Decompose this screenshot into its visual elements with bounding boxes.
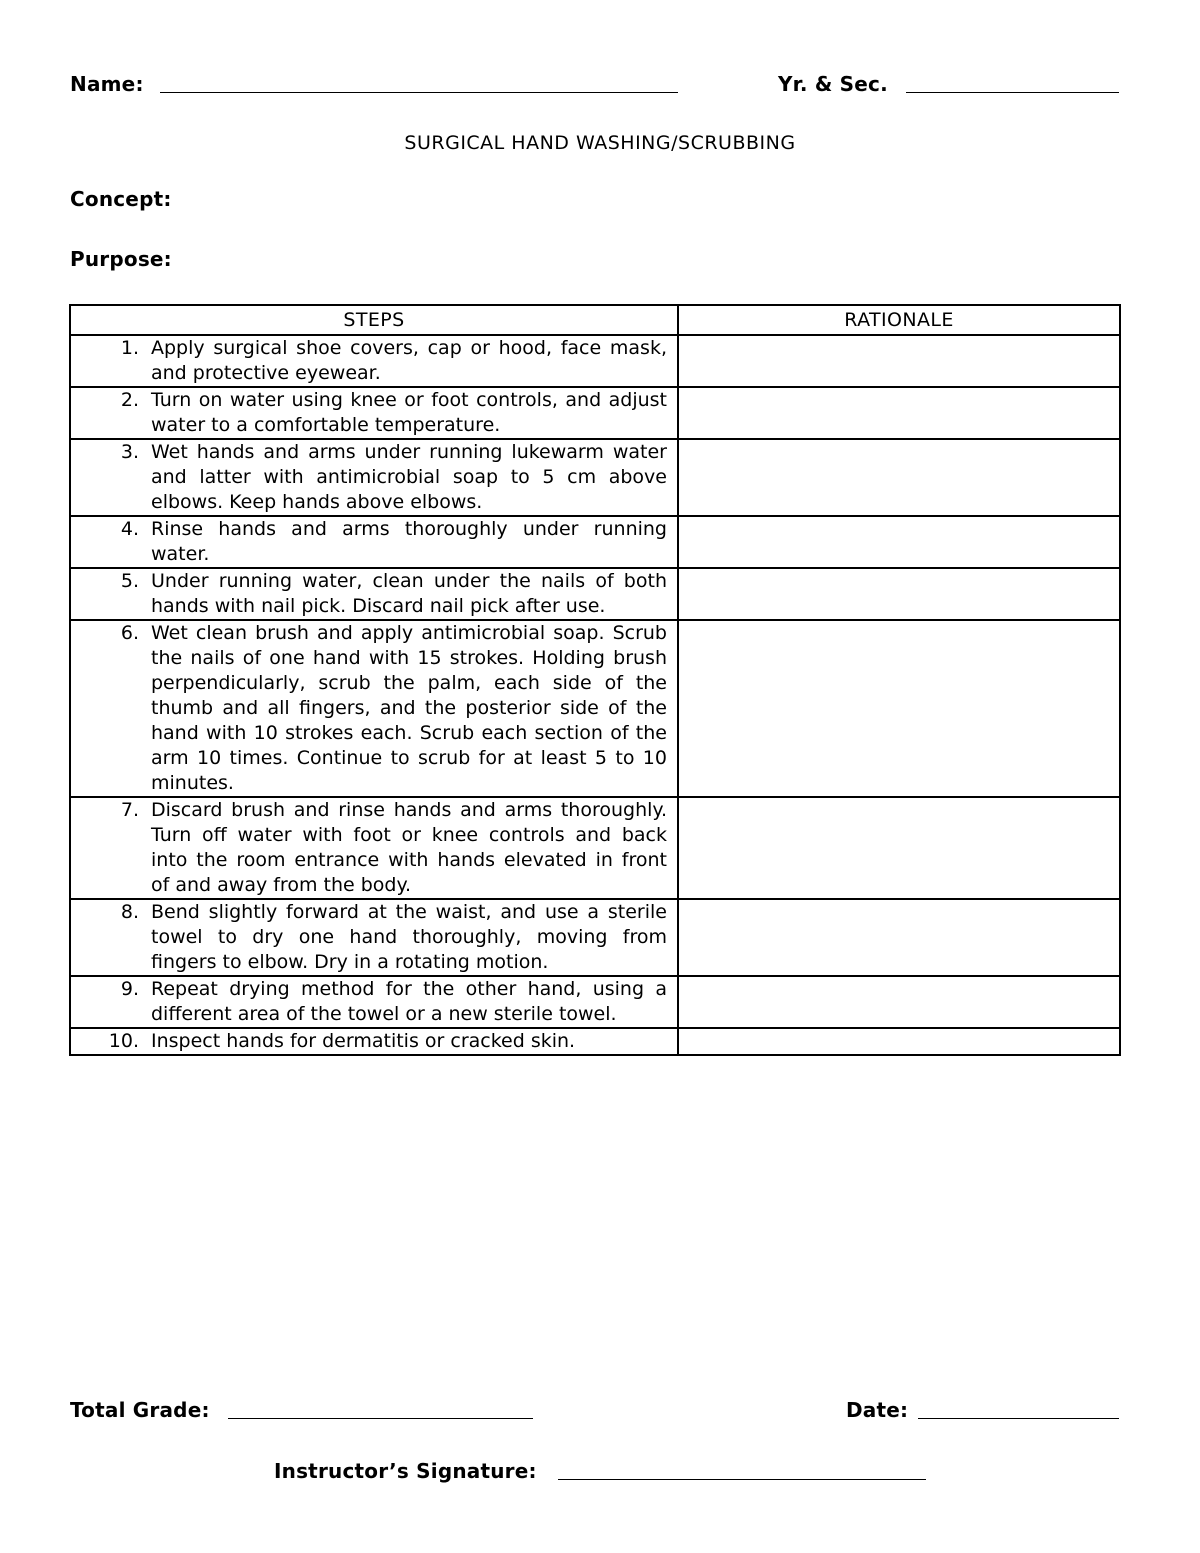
step-number: 7. [120,799,139,821]
step-number: 6. [120,622,139,644]
step-text: Inspect hands for dermatitis or cracked skin. [151,1030,576,1052]
rationale-cell[interactable] [678,387,1120,439]
page-title: SURGICAL HAND WASHING/SCRUBBING [404,132,796,154]
date-field-line[interactable] [918,1418,1119,1419]
step-number: 4. [120,518,139,540]
step-text: Rinse hands and arms thoroughly under running water. [151,518,667,565]
signature-label: Instructor’s Signature: [274,1459,537,1483]
total-grade-field-line[interactable] [228,1418,533,1419]
name-label: Name: [70,72,144,96]
rationale-cell[interactable] [678,335,1120,387]
rationale-cell[interactable] [678,1028,1120,1055]
signature-field-line[interactable] [558,1479,926,1480]
steps-table [69,304,1121,1056]
step-text: Wet hands and arms under running lukewarm water and latter with antimicrobial soap to 5 cm above elbows. Keep hands above elbows. [151,441,667,513]
step-number: 8. [120,901,139,923]
step-number: 2. [120,389,139,411]
rationale-cell[interactable] [678,899,1120,976]
section-label: Yr. & Sec. [778,72,888,96]
step-number: 5. [120,570,139,592]
rationale-cell[interactable] [678,516,1120,568]
table-row [70,568,1120,620]
rationale-cell[interactable] [678,568,1120,620]
table-row [70,976,1120,1028]
section-field-line[interactable] [906,92,1119,93]
step-text: Apply surgical shoe covers, cap or hood, face mask, and protective eyewear. [151,337,667,384]
rationale-header: RATIONALE [678,305,1120,335]
step-number: 9. [120,978,139,1000]
date-label: Date: [846,1398,909,1422]
table-row [70,439,1120,516]
step-number: 1. [120,337,139,359]
steps-header: STEPS [70,305,678,335]
step-text: Under running water, clean under the nails of both hands with nail pick. Discard nail pick after use. [151,570,667,617]
table-row [70,516,1120,568]
rationale-cell[interactable] [678,976,1120,1028]
table-header-row [70,305,1120,335]
total-grade-label: Total Grade: [70,1398,210,1422]
step-text: Turn on water using knee or foot controls, and adjust water to a comfortable temperature. [151,389,667,436]
table-row [70,1028,1120,1055]
table-row [70,797,1120,899]
table-row [70,387,1120,439]
name-field-line[interactable] [160,92,678,93]
rationale-cell[interactable] [678,620,1120,797]
table-row [70,899,1120,976]
table-row [70,620,1120,797]
step-text: Repeat drying method for the other hand, using a different area of the towel or a new sterile towel. [151,978,667,1025]
rationale-cell[interactable] [678,797,1120,899]
step-text: Wet clean brush and apply antimicrobial soap. Scrub the nails of one hand with 15 strokes. Holding brush perpendicularly, scrub the palm, each side of the thumb and all fingers, and the posterior side of the hand with 10 strokes each. Scrub each section of the arm 10 times. Continue to scrub for at least 5 to 10 minutes. [151,622,667,794]
step-number: 3. [120,441,139,463]
rationale-cell[interactable] [678,439,1120,516]
concept-label: Concept: [70,187,172,211]
step-text: Bend slightly forward at the waist, and use a sterile towel to dry one hand thoroughly, moving from fingers to elbow. Dry in a rotating motion. [151,901,667,973]
step-number: 10. [108,1030,139,1052]
step-text: Discard brush and rinse hands and arms thoroughly. Turn off water with foot or knee controls and back into the room entrance with hands elevated in front of and away from the body. [151,799,667,896]
purpose-label: Purpose: [70,247,172,271]
table-row [70,335,1120,387]
